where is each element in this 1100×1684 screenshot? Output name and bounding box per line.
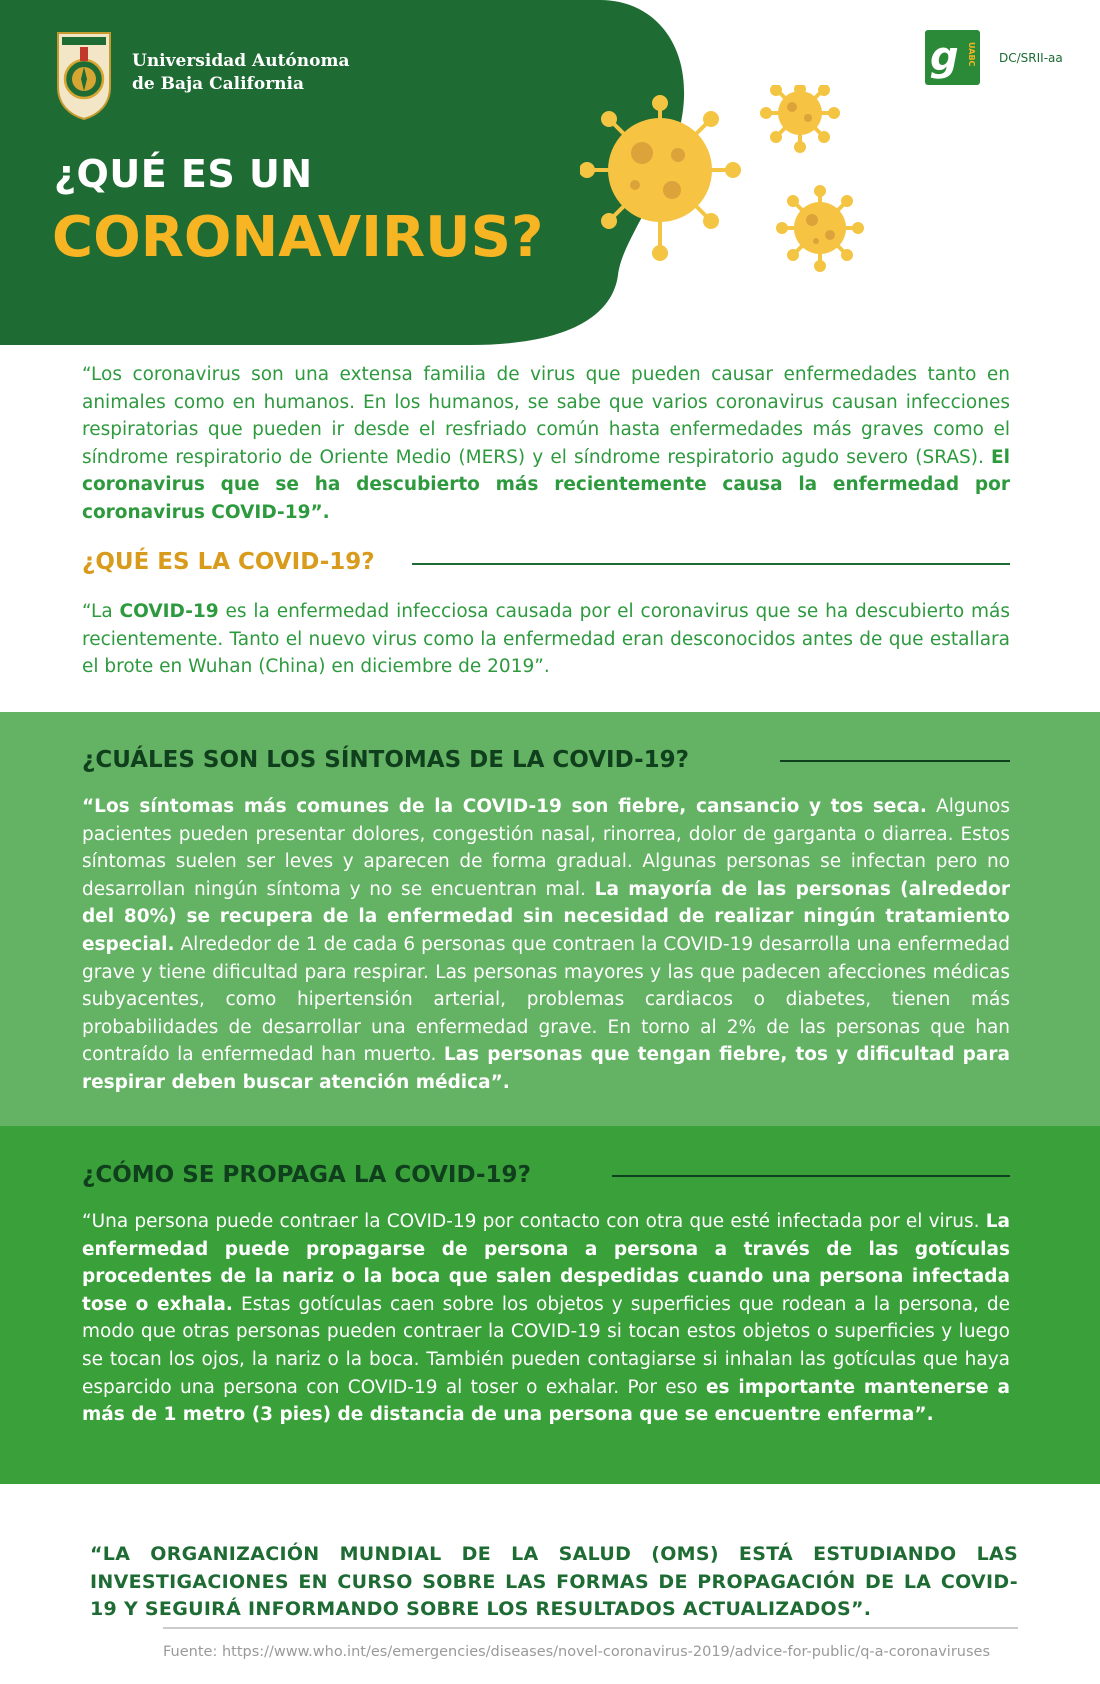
intro-text: “Los coronavirus son una extensa familia de virus que pueden causar enfermedades tanto en animales como en humanos. En los humanos, se sabe que varios coronavirus causan infecciones respiratorias que pueden ir desde el resfriado común hasta enfermedades más graves como el síndrome respiratorio de Oriente Medio (MERS) y el síndrome respiratorio agudo severo (SRAS).	[82, 364, 1010, 468]
university-name-line2: de Baja California	[132, 74, 304, 94]
university-name	[132, 50, 349, 96]
source-divider	[163, 1627, 1018, 1629]
intro-bold: El coronavirus que se ha descubierto más recientemente causa la enfermedad por coronavirus COVID-19”.	[82, 446, 1010, 523]
section-heading-que-es: ¿QUÉ ES LA COVID-19?	[82, 549, 375, 575]
section-heading-propaga: ¿CÓMO SE PROPAGA LA COVID-19?	[82, 1162, 531, 1188]
sintomas-section	[0, 712, 1100, 1126]
que-es-paragraph	[82, 598, 1010, 681]
gaceta-uabc-logo	[925, 30, 980, 85]
virus-illustration	[580, 85, 870, 285]
que-es-bold: COVID-19	[119, 601, 219, 622]
que-es-post: es la enfermedad infecciosa causada por el coronavirus que se ha descubierto más recientemente. Tanto el nuevo virus como la enfermedad eran desconocidos antes de que estallara el brote en Wuhan (China) en diciembre de 2019”.	[82, 601, 1010, 678]
source-link[interactable]: Fuente: https://www.who.int/es/emergencies/diseases/novel-coronavirus-2019/advice-for-public/q-a-coronaviruses	[163, 1644, 991, 1660]
heading-rule	[412, 563, 1010, 565]
gaceta-letter: g	[930, 34, 959, 80]
propaga-text-1: “Una persona puede contraer la COVID-19 por contacto con otra que esté infectada por el virus.	[82, 1211, 986, 1232]
sintomas-bold-3: Las personas que tengan fiebre, tos y dificultad para respirar deben buscar atención médica”.	[82, 1044, 1011, 1093]
heading-rule	[780, 760, 1010, 762]
sintomas-bold-2: La mayoría de las personas (alrededor del 80%) se recupera de la enfermedad sin necesidad de realizar ningún tratamiento especial.	[82, 878, 1010, 955]
propaga-bold-1: La enfermedad puede propagarse de persona a persona a través de las gotículas procedentes de la nariz o la boca que salen despedidas cuando una persona infectada tose o exhala.	[82, 1211, 1010, 1315]
heading-rule	[612, 1175, 1010, 1177]
section-heading-sintomas: ¿CUÁLES SON LOS SÍNTOMAS DE LA COVID-19?	[82, 747, 689, 773]
uabc-shield-logo	[54, 29, 114, 121]
sintomas-bold-1: “Los síntomas más comunes de la COVID-19 son fiebre, cansancio y tos seca.	[82, 796, 927, 817]
que-es-pre: “La	[82, 601, 120, 622]
title-line2: CORONAVIRUS?	[52, 205, 544, 270]
sintomas-text-1: Algunos pacientes pueden presentar dolores, congestión nasal, rinorrea, dolor de garganta o diarrea. Estos síntomas suelen ser leves y aparecen de forma gradual. Algunas personas se infectan pero no desarrollan ningún síntoma y no se encuentran mal.	[82, 796, 1011, 900]
gaceta-vertical-text: UABC	[967, 42, 976, 67]
university-name-line1: Universidad Autónoma	[132, 51, 350, 71]
propaga-section	[0, 1126, 1100, 1484]
propaga-paragraph	[82, 1208, 1010, 1429]
title-line1: ¿QUÉ ES UN	[54, 152, 313, 196]
propaga-bold-2: es importante mantenerse a más de 1 metro (3 pies) de distancia de una persona que se encuentre enferma”.	[82, 1376, 1010, 1426]
propaga-text-2: Estas gotículas caen sobre los objetos y superficies que rodean a la persona, de modo que otras personas pueden contraer la COVID-19 si tocan estos objetos o superficies y luego se tocan los ojos, la nariz o la boca. También pueden contagiarse si inhalan las gotículas que haya esparcido una persona con COVID-19 al toser o exhalar. Por eso	[82, 1293, 1010, 1398]
sintomas-text-2: Alrededor de 1 de cada 6 personas que contraen la COVID-19 desarrolla una enfermedad grave y tiene dificultad para respirar. Las personas mayores y las que padecen afecciones médicas subyacentes, como hipertensión arterial, problemas cardiacos o diabetes, tienen más probabilidades de desarrollar una enfermedad grave. En torno al 2% de las personas que han contraído la enfermedad han muerto.	[82, 933, 1010, 1066]
intro-paragraph	[82, 361, 1010, 527]
doc-code: DC/SRII-aa	[999, 51, 1063, 65]
oms-quote: “LA ORGANIZACIÓN MUNDIAL DE LA SALUD (OMS) ESTÁ ESTUDIANDO LAS INVESTIGACIONES EN CURSO SOBRE LAS FORMAS DE PROPAGACIÓN DE LA COVID-19 Y SEGUIRÁ INFORMANDO SOBRE LOS RESULTADOS ACTUALIZADOS”.	[90, 1543, 1018, 1620]
sintomas-paragraph	[82, 793, 1010, 1097]
